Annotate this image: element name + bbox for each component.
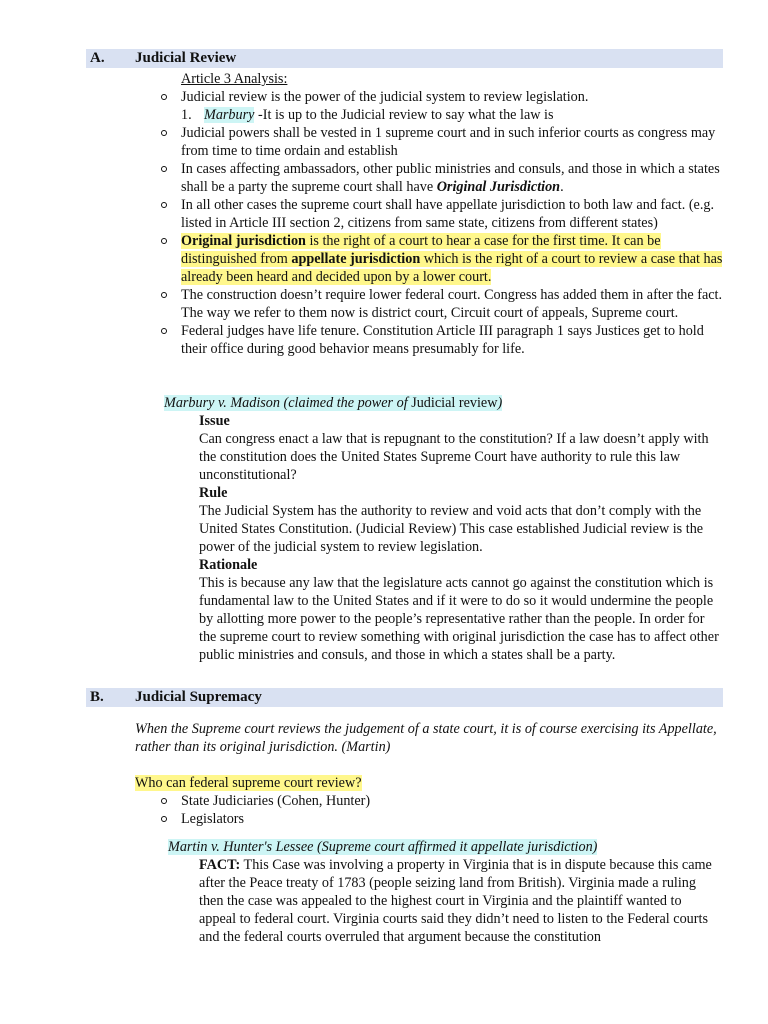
- case-heading-text: Martin v. Hunter's Lessee (Supreme court affirmed it appellate jurisdiction): [168, 839, 598, 855]
- fact-label: FACT:: [199, 857, 241, 873]
- bullet-text-end: .: [560, 179, 564, 195]
- list-item: [158, 88, 724, 124]
- review-item-text: Legislators: [181, 811, 245, 827]
- fact-text: This Case was involving a property in Virginia that is in dispute because this came after the Peace treaty of 1783 (people seizing land from British). Virginia made a ruling then the case was appealed to the highest court in Virginia and the plaintiff wanted to appeal to federal court. Virginia courts said they didn’t need to listen to the Federal courts and the federal courts overruled that argument because the constitution: [199, 857, 712, 945]
- supremacy-quote: When the Supreme court reviews the judgement of a state court, it is of course exercising its Appellate, rather than its original jurisdiction. (Martin): [135, 721, 717, 755]
- bullet-text: In cases affecting ambassadors, other public ministries and consuls, and those in which a states shall be a party the supreme court shall have: [181, 161, 720, 195]
- martin-case-brief: [199, 856, 719, 946]
- rule-text: The Judicial System has the authority to review and void acts that don’t comply with the United States Constitution. (Judicial Review) This case established Judicial review is the power of the judicial system to review legislation.: [199, 503, 704, 555]
- list-item: [158, 792, 724, 810]
- supremacy-question-block: [135, 774, 724, 792]
- rule-label: Rule: [199, 485, 228, 501]
- review-item-text: State Judiciaries (Cohen, Hunter): [181, 793, 371, 809]
- supremacy-question: Who can federal supreme court review?: [135, 775, 362, 791]
- list-item: [158, 160, 724, 196]
- bullet-text: Judicial powers shall be vested in 1 supreme court and in such inferior courts as congress may from time to time ordain and establish: [181, 125, 716, 159]
- list-item: [158, 810, 724, 828]
- marbury-case-heading: [164, 394, 724, 412]
- section-b-title: Judicial Supremacy: [135, 689, 262, 705]
- term-original-jurisdiction: Original jurisdiction: [181, 233, 306, 249]
- section-a-header: [86, 49, 723, 68]
- section-a-body: [158, 70, 724, 358]
- case-heading-term: Judicial review: [411, 395, 498, 411]
- section-b-header: [86, 688, 723, 707]
- numbered-text: -It is up to the Judicial review to say what the law is: [254, 107, 554, 123]
- number-label: 1.: [181, 107, 192, 123]
- section-b-letter: B.: [90, 689, 104, 705]
- list-item: [158, 196, 724, 232]
- numbered-item: [181, 106, 724, 124]
- list-item: [158, 232, 724, 286]
- bullet-text: The construction doesn’t require lower federal court. Congress has added them in after the fact. The way we refer to them now is district court, Circuit court of appeals, Supreme court.: [181, 287, 723, 321]
- bullet-text: Federal judges have life tenure. Constitution Article III paragraph 1 says Justices get to hold their office during good behavior means presumably for life.: [181, 323, 704, 357]
- issue-label: Issue: [199, 413, 230, 429]
- article-bullet-list: [158, 88, 724, 358]
- case-heading-end: ): [497, 395, 503, 411]
- highlighted-text: which is the right of a court to review a case that has already been heard and decided upon by a lower court.: [181, 251, 723, 285]
- rationale-label: Rationale: [199, 557, 258, 573]
- marbury-case-brief: [199, 412, 724, 664]
- case-name: Marbury: [204, 107, 255, 123]
- bullet-text: Judicial review is the power of the judicial system to review legislation.: [181, 89, 589, 105]
- article-heading: Article 3 Analysis:: [181, 71, 288, 87]
- martin-case-heading: [168, 838, 724, 856]
- list-item: [158, 286, 724, 322]
- rationale-text: This is because any law that the legislature acts cannot go against the constitution which is fundamental law to the United States and if it were to do so it would undermine the people by allotting more power to the people’s representative rather than the people. In order for the supreme court to review something with original jurisdiction the case has to affect other public ministries and consuls, and those in which a states shall be a party.: [199, 575, 719, 663]
- list-item: [158, 124, 724, 160]
- section-a-title: Judicial Review: [135, 50, 237, 66]
- highlighted-text: is the right of a court to hear a case for the first time. It can be distinguished from: [181, 233, 661, 267]
- section-a-letter: A.: [90, 50, 105, 66]
- term-appellate-jurisdiction: appellate jurisdiction: [291, 251, 421, 267]
- emphasis-original-jurisdiction: Original Jurisdiction: [436, 179, 561, 195]
- review-list: [158, 792, 724, 828]
- list-item: [158, 322, 724, 358]
- issue-text: Can congress enact a law that is repugnant to the constitution? If a law doesn’t apply with the constitution does the United States Supreme Court have authority to rule this law unconstitutional?: [199, 431, 709, 483]
- bullet-text: In all other cases the supreme court shall have appellate jurisdiction to both law and fact. (e.g. listed in Article III section 2, citizens from same state, citizens from different states): [181, 197, 715, 231]
- case-heading-text: Marbury v. Madison (claimed the power of: [164, 395, 412, 411]
